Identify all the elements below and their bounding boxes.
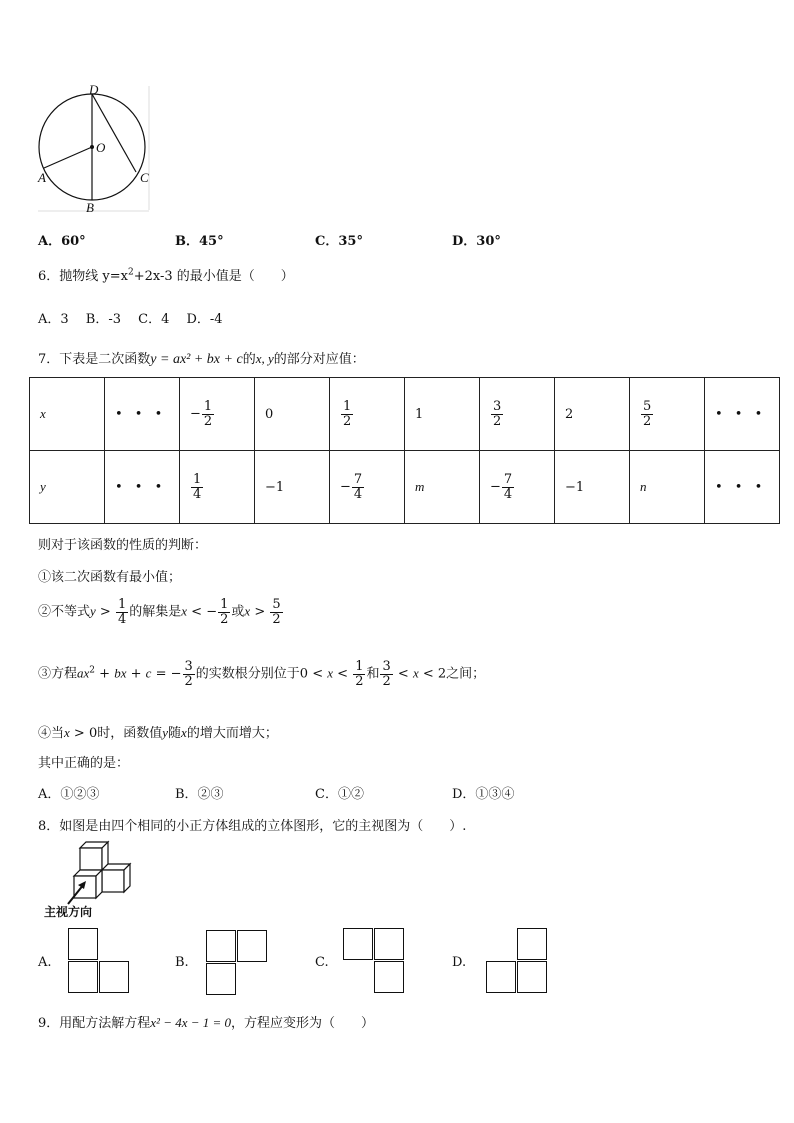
q7-statement-2: ②不等式y > $\frac{1}{4}$ 的解集是x < − $\frac{1}{2}$ 或x > $\frac{5}{2}$: [38, 597, 281, 627]
q8-stem: 8．如图是由四个相同的小正方体组成的立体图形，它的主视图为（ ）.: [38, 819, 467, 834]
table-cell: x: [30, 378, 105, 451]
table-cell: 0: [255, 378, 330, 451]
q5-option-a[interactable]: A．60°: [38, 234, 86, 249]
q7-statement-4: ④当x > 0时，函数值y随x的增大而增大；: [38, 725, 278, 741]
table-cell: m: [405, 451, 480, 524]
label-B: B: [86, 200, 94, 215]
q8-option-b[interactable]: B.: [175, 955, 189, 970]
table-cell: $\frac{1}{4}$: [180, 451, 255, 524]
q8-option-c-figure[interactable]: [343, 928, 407, 996]
q8-option-d-figure[interactable]: [486, 928, 550, 996]
label-C: C: [140, 170, 149, 185]
table-cell: • • •: [105, 378, 180, 451]
table-cell: $\frac{1}{2}$: [330, 378, 405, 451]
q5-option-b[interactable]: B．45°: [175, 234, 224, 249]
q8-option-b-figure[interactable]: [206, 930, 270, 998]
table-cell: $\frac{5}{2}$: [630, 378, 705, 451]
q7-option-d[interactable]: D．①③④: [452, 787, 515, 802]
table-cell: • • •: [705, 451, 780, 524]
q7-statement-3: ③方程$ax^2$ + bx + c = − $\frac{3}{2}$ 的实数根分别位于0 < x < $\frac{1}{2}$ 和 $\frac{3}{2}$ < x < 2之间；: [38, 659, 486, 689]
table-cell: − $\frac{1}{2}$: [180, 378, 255, 451]
table-row-x: [30, 378, 780, 451]
q7-option-a[interactable]: A．①②③: [38, 787, 100, 802]
label-O: O: [96, 140, 106, 155]
q8-option-d[interactable]: D.: [452, 955, 467, 970]
q8-option-a-figure[interactable]: [68, 928, 132, 996]
q7-statement-1: ①该二次函数有最小值；: [38, 570, 182, 585]
q7-then: 则对于该函数的性质的判断：: [38, 538, 208, 553]
q5-option-c[interactable]: C．35°: [315, 234, 363, 249]
q5-circle-figure: [34, 84, 152, 214]
table-cell: − $\frac{7}{4}$: [330, 451, 405, 524]
q8-option-c[interactable]: C.: [315, 955, 329, 970]
q7-stem: 7．下表是二次函数y = ax² + bx + c的x, y的部分对应值：: [38, 351, 365, 367]
q7-option-b[interactable]: B．②③: [175, 787, 224, 802]
table-cell: n: [630, 451, 705, 524]
q7-value-table: [29, 377, 780, 524]
table-cell: 1: [405, 378, 480, 451]
q8-cube-figure: [60, 838, 140, 906]
q6-stem: 6．抛物线 $y=x^2+2x-3$ 的最小值是（ ）: [38, 267, 294, 284]
table-cell: • • •: [105, 451, 180, 524]
q5-option-d[interactable]: D．30°: [452, 234, 501, 249]
table-cell: −1: [555, 451, 630, 524]
table-cell: $\frac{3}{2}$: [480, 378, 555, 451]
table-cell: y: [30, 451, 105, 524]
q9-stem: 9．用配方法解方程x² − 4x − 1 = 0，方程应变形为（ ）: [38, 1015, 375, 1031]
table-cell: − $\frac{7}{4}$: [480, 451, 555, 524]
q7-option-c[interactable]: C．①②: [315, 787, 364, 802]
table-cell: 2: [555, 378, 630, 451]
q6-options[interactable]: A．3 B．-3 C．4 D．-4: [38, 312, 223, 327]
table-cell: • • •: [705, 378, 780, 451]
q8-option-a[interactable]: A.: [38, 955, 52, 970]
table-cell: −1: [255, 451, 330, 524]
label-D: D: [89, 82, 99, 97]
q7-which: 其中正确的是：: [38, 756, 130, 771]
label-A: A: [38, 170, 46, 185]
q8-figure-caption: 主视方向: [44, 905, 93, 919]
table-row-y: [30, 451, 780, 524]
